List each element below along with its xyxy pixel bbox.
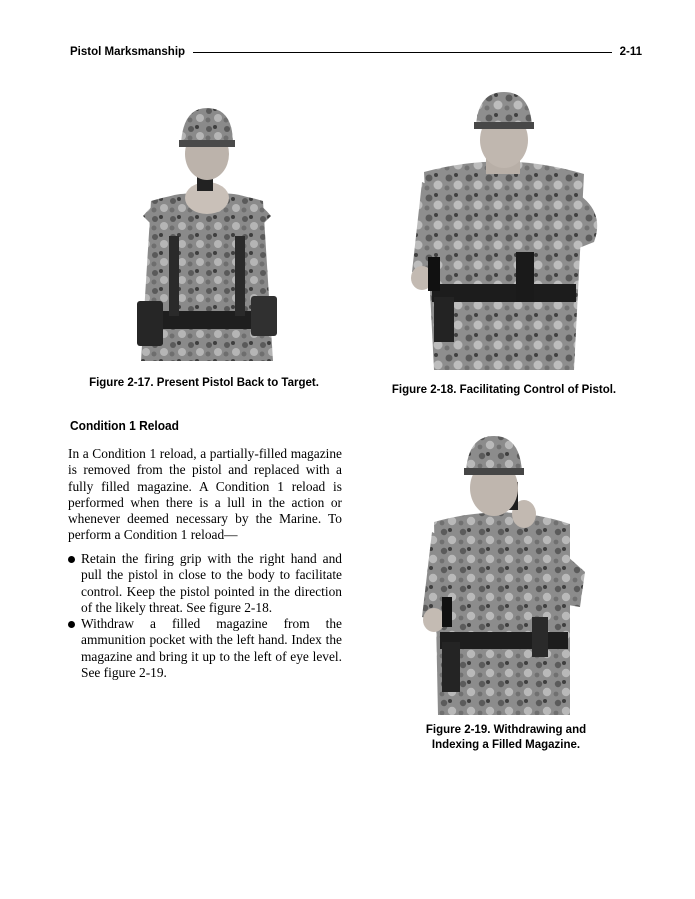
bullet-icon xyxy=(68,621,75,628)
header-rule xyxy=(193,52,612,53)
list-item xyxy=(68,551,342,616)
figure-2-18-photo xyxy=(404,92,604,370)
list-item-text: Withdraw a filled magazine from the ammunition pocket with the left hand. Index the magazine and bring it up to the left of eye level. See figure 2-19. xyxy=(81,616,342,681)
header-title: Pistol Marksmanship xyxy=(70,46,186,58)
figure-2-19-caption xyxy=(380,723,632,753)
figure-2-19-photo xyxy=(420,432,588,715)
bullet-icon xyxy=(68,556,75,563)
section-title: Condition 1 Reload xyxy=(70,418,179,433)
list-item-text: Retain the firing grip with the right hand and pull the pistol in close to the body to facilitate control. Keep the pistol pointed in the direction of the likely threat. See figure 2-18. xyxy=(81,551,342,615)
figure-2-19-caption-line2: Indexing a Filled Magazine. xyxy=(431,739,581,751)
page-number: 2-11 xyxy=(619,46,642,58)
figure-2-17-caption: Figure 2-17. Present Pistol Back to Target. xyxy=(89,377,319,389)
running-header xyxy=(70,44,642,60)
bullet-list xyxy=(68,551,342,681)
figure-2-17-photo xyxy=(133,106,281,361)
section-paragraph: In a Condition 1 reload, a partially-filled magazine is removed from the pistol and replaced with a fully filled magazine. A Condition 1 reload is performed when there is a lull in the action or whenever deemed necessary by the Marine. To perform a Condition 1 reload— xyxy=(68,446,342,543)
figure-2-19-caption-line1: Figure 2-19. Withdrawing and xyxy=(425,724,587,736)
figure-2-18-caption: Figure 2-18. Facilitating Control of Pistol. xyxy=(391,384,617,396)
list-item xyxy=(68,616,342,681)
